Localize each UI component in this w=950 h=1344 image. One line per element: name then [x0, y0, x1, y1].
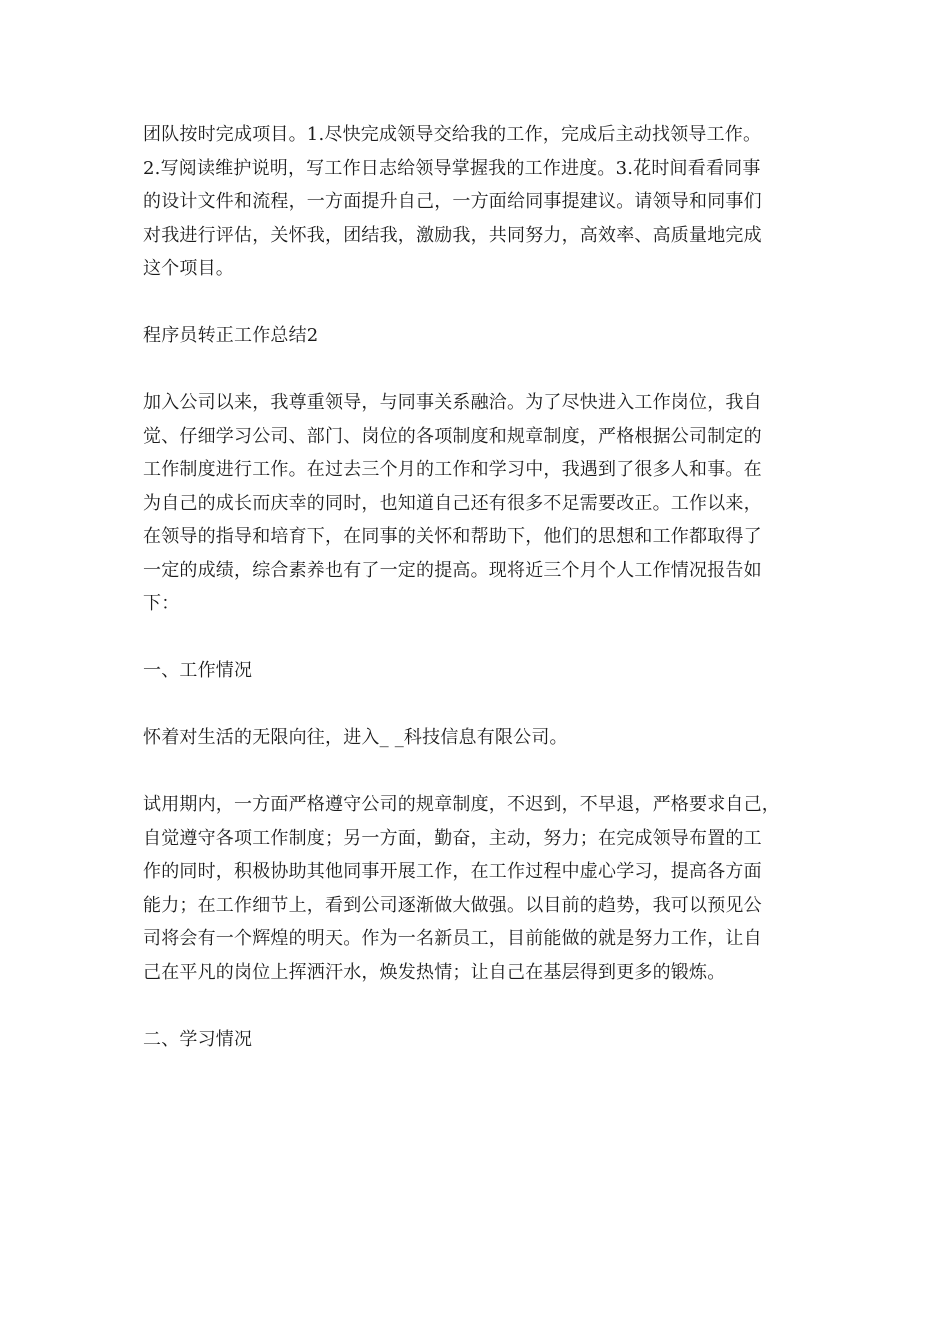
paragraph-spacer — [143, 989, 808, 1023]
text-line: 对我进行评估，关怀我，团结我，激励我，共同努力，高效率、高质量地完成 — [143, 224, 762, 246]
text-line: 怀着对生活的无限向往，进入_ _科技信息有限公司。 — [143, 727, 568, 748]
text-line: 下： — [143, 593, 180, 614]
section-heading-summary-2 — [143, 319, 808, 353]
paragraph-joining-company — [143, 721, 808, 755]
paragraph-spacer — [143, 353, 808, 387]
paragraph-spacer — [143, 621, 808, 655]
text-line: 在领导的指导和培育下，在同事的关怀和帮助下，他们的思想和工作都取得了 — [143, 526, 762, 547]
heading-line: 一、工作情况 — [143, 660, 253, 681]
text-line: 2.写阅读维护说明，写工作日志给领导掌握我的工作进度。3.花时间看看同事 — [143, 157, 761, 179]
heading-line: 二、学习情况 — [143, 1028, 253, 1050]
text-line: 加入公司以来，我尊重领导，与同事关系融洽。为了尽快进入工作岗位，我自 — [143, 392, 762, 413]
text-line: 觉、仔细学习公司、部门、岗位的各项制度和规章制度，严格根据公司制定的 — [143, 425, 762, 447]
text-line: 的设计文件和流程，一方面提升自己，一方面给同事提建议。请领导和同事们 — [143, 191, 762, 212]
text-line: 作的同时，积极协助其他同事开展工作，在工作过程中虚心学习，提高各方面 — [143, 861, 762, 882]
section-heading-study — [143, 1023, 808, 1057]
section-heading-work — [143, 654, 808, 688]
paragraph-project-completion — [143, 118, 808, 286]
document-page — [143, 118, 808, 1056]
text-line: 司将会有一个辉煌的明天。作为一名新员工，目前能做的就是努力工作，让自 — [143, 928, 762, 949]
paragraph-introduction — [143, 386, 808, 621]
paragraph-spacer — [143, 286, 808, 320]
text-line: 能力；在工作细节上，看到公司逐渐做大做强。以目前的趋势，我可以预见公 — [143, 894, 762, 916]
paragraph-spacer — [143, 755, 808, 789]
text-line: 己在平凡的岗位上挥洒汗水，焕发热情；让自己在基层得到更多的锻炼。 — [143, 961, 726, 983]
heading-line: 程序员转正工作总结2 — [143, 325, 319, 346]
paragraph-probation — [143, 788, 808, 989]
text-line: 这个项目。 — [143, 258, 234, 279]
text-line: 为自己的成长而庆幸的同时，也知道自己还有很多不足需要改正。工作以来， — [143, 492, 762, 514]
text-line: 自觉遵守各项工作制度；另一方面，勤奋，主动，努力；在完成领导布置的工 — [143, 827, 762, 849]
text-line: 试用期内，一方面严格遵守公司的规章制度，不迟到，不早退，严格要求自己， — [143, 794, 780, 815]
paragraph-spacer — [143, 688, 808, 722]
text-line: 工作制度进行工作。在过去三个月的工作和学习中，我遇到了很多人和事。在 — [143, 459, 762, 480]
text-line: 团队按时完成项目。1.尽快完成领导交给我的工作，完成后主动找领导工作。 — [143, 124, 762, 145]
text-line: 一定的成绩，综合素养也有了一定的提高。现将近三个月个人工作情况报告如 — [143, 559, 762, 581]
